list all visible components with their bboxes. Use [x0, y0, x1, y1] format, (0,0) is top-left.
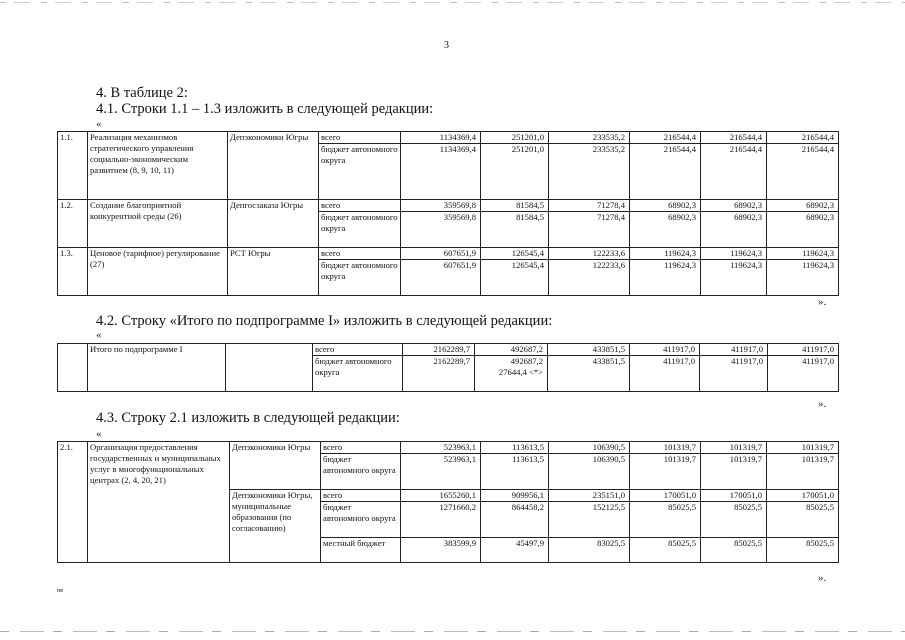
amount-cell: 1134369,4: [401, 144, 481, 200]
amount-cell: 2162289,7: [403, 356, 475, 392]
amount-cell: 216544,4: [767, 144, 839, 200]
amount-cell: 1134369,4: [401, 132, 481, 144]
activity-name-cell: Организация предоставления государственных и муниципальных услуг в многофункциональных центрах (2, 4, 20, 21): [88, 442, 230, 563]
close-quote-1: ».: [818, 296, 827, 308]
footer-mark: нв: [57, 588, 64, 594]
table-row: [58, 132, 839, 144]
amount-cell: 119624,3: [630, 248, 701, 260]
funding-source-cell: бюджет автономного округа: [319, 212, 401, 248]
amount-cell: 383599,9: [401, 538, 481, 563]
amount-cell: 101319,7: [630, 442, 701, 454]
amount-cell: 492687,2 27644,4 <*>: [475, 356, 548, 392]
amount-cell: 126545,4: [481, 260, 549, 296]
amount-cell: 1271660,2: [401, 502, 481, 538]
executor-cell: Депэкономики Югры, муниципальные образования (по согласованию): [230, 490, 321, 563]
amount-cell: 106390,5: [549, 442, 630, 454]
amount-cell: 68902,3: [630, 200, 701, 212]
amount-cell: 71278,4: [549, 200, 630, 212]
amount-cell: 85025,5: [630, 502, 701, 538]
heading-section-1: 4.1. Строки 1.1 – 1.3 изложить в следующей редакции:: [96, 101, 434, 117]
total-name-cell: Итого по подпрограмме I: [88, 344, 226, 392]
funding-source-cell: бюджет автономного округа: [319, 144, 401, 200]
amount-cell: 106390,5: [549, 454, 630, 490]
amount-cell: 101319,7: [701, 454, 767, 490]
amount-cell: 909956,1: [481, 490, 549, 502]
activity-name-cell: Ценовое (тарифное) регулирование (27): [88, 248, 228, 296]
amount-cell: 411917,0: [768, 344, 839, 356]
amount-cell: 1655260,1: [401, 490, 481, 502]
executor-cell: Депэкономики Югры: [228, 132, 319, 200]
amount-cell: 101319,7: [630, 454, 701, 490]
scan-artifact-top: [0, 2, 905, 3]
funding-source-cell: местный бюджет: [321, 538, 401, 563]
amount-cell: 81584,5: [481, 200, 549, 212]
amount-cell: 68902,3: [630, 212, 701, 248]
funding-source-cell: бюджет автономного округа: [319, 260, 401, 296]
heading-section-3: 4.3. Строку 2.1 изложить в следующей редакции:: [96, 410, 400, 426]
amount-cell: 170051,0: [630, 490, 701, 502]
amount-cell: 411917,0: [700, 356, 768, 392]
amount-cell: 71278,4: [549, 212, 630, 248]
activity-name-cell: Создание благоприятной конкурентной среды (26): [88, 200, 228, 248]
amount-cell: 607651,9: [401, 248, 481, 260]
open-quote-3: «: [96, 428, 102, 440]
row-number-cell: 2.1.: [58, 442, 88, 563]
empty-number-cell: [58, 344, 88, 392]
amount-cell: 81584,5: [481, 212, 549, 248]
table-row: [58, 442, 839, 454]
row-number-cell: 1.3.: [58, 248, 88, 296]
funding-source-cell: всего: [313, 344, 403, 356]
amount-cell: 411917,0: [630, 356, 700, 392]
amount-cell: 101319,7: [767, 454, 839, 490]
open-quote-2: «: [96, 329, 102, 341]
amount-cell: 864458,2: [481, 502, 549, 538]
empty-executor-cell: [226, 344, 313, 392]
close-quote-2: ».: [818, 398, 827, 410]
row-number-cell: 1.1.: [58, 132, 88, 200]
amount-cell: 523963,1: [401, 454, 481, 490]
amount-cell: 251201,0: [481, 144, 549, 200]
amount-cell: 85025,5: [630, 538, 701, 563]
amount-cell: 233535,2: [549, 132, 630, 144]
amount-cell: 119624,3: [767, 248, 839, 260]
amount-cell: 45497,9: [481, 538, 549, 563]
amount-cell: 101319,7: [767, 442, 839, 454]
table-rows-1-1-to-1-3: [57, 131, 839, 296]
executor-cell: Депэкономики Югры: [230, 442, 321, 490]
amount-cell: 68902,3: [767, 200, 839, 212]
open-quote-1: «: [96, 118, 102, 130]
amount-cell: 68902,3: [767, 212, 839, 248]
amount-cell: 411917,0: [700, 344, 768, 356]
amount-cell: 359569,8: [401, 200, 481, 212]
row-number-cell: 1.2.: [58, 200, 88, 248]
amount-cell: 216544,4: [630, 144, 701, 200]
amount-cell: 433851,5: [548, 356, 630, 392]
funding-source-cell: всего: [319, 200, 401, 212]
amount-cell: 216544,4: [701, 132, 767, 144]
amount-cell: 119624,3: [630, 260, 701, 296]
amount-cell: 83025,5: [549, 538, 630, 563]
close-quote-3: ».: [818, 572, 827, 584]
table-row-2-1: [57, 441, 839, 563]
amount-cell: 101319,7: [701, 442, 767, 454]
funding-source-cell: всего: [321, 490, 401, 502]
amount-cell: 85025,5: [701, 502, 767, 538]
funding-source-cell: всего: [319, 248, 401, 260]
amount-cell: 359569,8: [401, 212, 481, 248]
funding-source-cell: бюджет автономного округа: [313, 356, 403, 392]
funding-source-cell: всего: [321, 442, 401, 454]
table-row: [58, 248, 839, 260]
amount-cell: 523963,1: [401, 442, 481, 454]
page-number: 3: [444, 40, 449, 51]
funding-source-cell: всего: [319, 132, 401, 144]
amount-cell: 68902,3: [701, 212, 767, 248]
amount-cell: 119624,3: [767, 260, 839, 296]
funding-source-cell: бюджет автономного округа: [321, 454, 401, 490]
amount-cell: 122233,6: [549, 248, 630, 260]
table-row: [58, 200, 839, 212]
activity-name-cell: Реализация механизмов стратегического управления социально-экономическим развитием (8, 9, 10, 11): [88, 132, 228, 200]
amount-cell: 126545,4: [481, 248, 549, 260]
amount-cell: 411917,0: [630, 344, 700, 356]
executor-cell: Депгосзаказа Югры: [228, 200, 319, 248]
amount-cell: 152125,5: [549, 502, 630, 538]
amount-cell: 85025,5: [767, 502, 839, 538]
amount-cell: 119624,3: [701, 248, 767, 260]
amount-cell: 216544,4: [701, 144, 767, 200]
heading-section-2: 4.2. Строку «Итого по подпрограмме I» изложить в следующей редакции:: [96, 313, 553, 329]
amount-cell: 433851,5: [548, 344, 630, 356]
amount-cell: 122233,6: [549, 260, 630, 296]
amount-cell: 68902,3: [701, 200, 767, 212]
amount-cell: 2162289,7: [403, 344, 475, 356]
amount-cell: 216544,4: [767, 132, 839, 144]
amount-cell: 607651,9: [401, 260, 481, 296]
amount-cell: 411917,0: [768, 356, 839, 392]
funding-source-cell: бюджет автономного округа: [321, 502, 401, 538]
amount-cell: 492687,2: [475, 344, 548, 356]
executor-cell: РСТ Югры: [228, 248, 319, 296]
amount-cell: 85025,5: [701, 538, 767, 563]
amount-cell: 119624,3: [701, 260, 767, 296]
amount-cell: 170051,0: [701, 490, 767, 502]
table-row: [58, 344, 839, 356]
table-total-subprogram: [57, 343, 839, 392]
amount-cell: 170051,0: [767, 490, 839, 502]
amount-cell: 113613,5: [481, 442, 549, 454]
amount-cell: 85025,5: [767, 538, 839, 563]
amount-cell: 235151,0: [549, 490, 630, 502]
amount-cell: 251201,0: [481, 132, 549, 144]
amount-cell: 233535,2: [549, 144, 630, 200]
amount-cell: 113613,5: [481, 454, 549, 490]
amount-cell: 216544,4: [630, 132, 701, 144]
scan-artifact-bottom: [0, 631, 905, 632]
heading-main: 4. В таблице 2:: [96, 85, 188, 101]
